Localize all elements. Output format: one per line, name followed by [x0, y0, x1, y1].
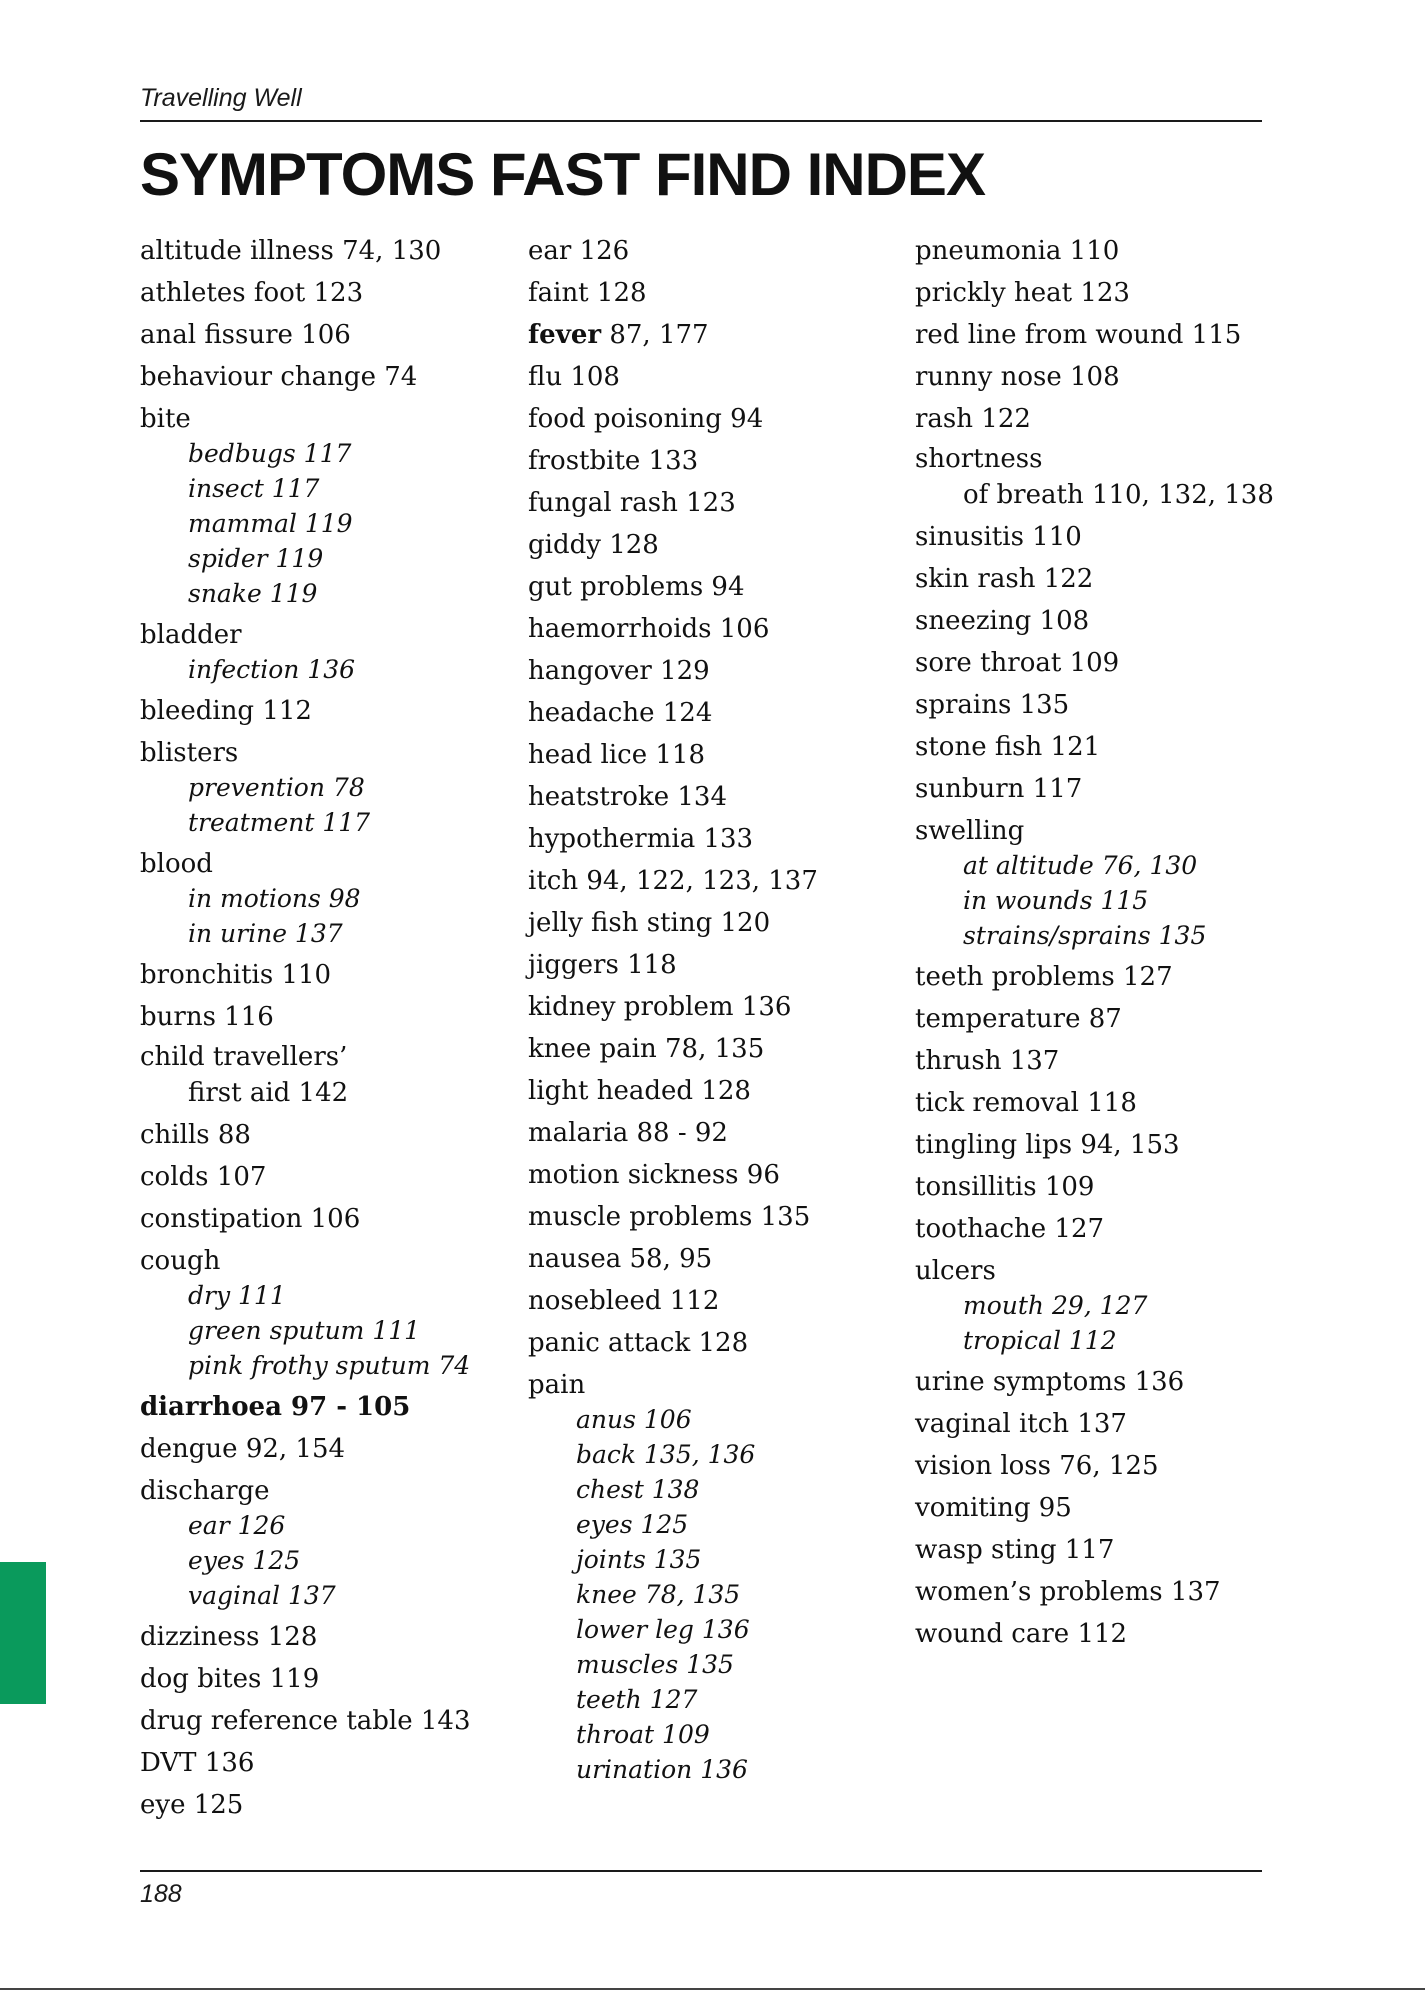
index-entry: ear 126 — [528, 236, 630, 266]
index-entry: thrush 137 — [915, 1046, 1060, 1076]
index-entry: drug reference table 143 — [140, 1706, 471, 1736]
index-entry: discharge — [140, 1476, 270, 1506]
index-subentry: prevention 78 — [188, 773, 365, 802]
index-subentry: in motions 98 — [188, 884, 361, 913]
index-entry: cough — [140, 1246, 221, 1276]
index-subentry: anus 106 — [576, 1405, 692, 1434]
index-entry: diarrhoea 97 - 105 — [140, 1392, 411, 1422]
index-subentry: spider 119 — [188, 544, 324, 573]
index-entry: dizziness 128 — [140, 1622, 318, 1652]
index-entry: stone fish 121 — [915, 732, 1101, 762]
footer-rule — [140, 1870, 1262, 1872]
index-subentry: muscles 135 — [576, 1650, 734, 1679]
index-entry: tick removal 118 — [915, 1088, 1137, 1118]
index-entry: heatstroke 134 — [528, 782, 727, 812]
index-entry: sunburn 117 — [915, 774, 1083, 804]
index-entry: altitude illness 74, 130 — [140, 236, 442, 266]
index-entry: sinusitis 110 — [915, 522, 1082, 552]
index-entry: dengue 92, 154 — [140, 1434, 346, 1464]
page-title: SYMPTOMS FAST FIND INDEX — [140, 141, 985, 208]
index-entry: blood — [140, 849, 213, 879]
index-entry: knee pain 78, 135 — [528, 1034, 765, 1064]
index-entry: jelly fish sting 120 — [528, 908, 771, 938]
header-rule — [140, 120, 1262, 122]
page-bottom-edge — [0, 1988, 1425, 1990]
index-entry: muscle problems 135 — [528, 1202, 811, 1232]
index-column-2 — [528, 230, 818, 1787]
running-head: Travelling Well — [140, 84, 302, 112]
index-subentry: pink frothy sputum 74 — [188, 1351, 471, 1380]
index-subentry: in wounds 115 — [963, 886, 1149, 915]
index-entry: teeth problems 127 — [915, 962, 1173, 992]
index-subentry: tropical 112 — [963, 1326, 1117, 1355]
index-entry: bleeding 112 — [140, 696, 312, 726]
index-entry: anal fissure 106 — [140, 320, 351, 350]
index-entry: hypothermia 133 — [528, 824, 754, 854]
index-entry-continuation: first aid 142 — [188, 1078, 349, 1108]
index-entry: women’s problems 137 — [915, 1577, 1221, 1607]
index-entry: frostbite 133 — [528, 446, 699, 476]
index-entry: fungal rash 123 — [528, 488, 736, 518]
index-entry: bronchitis 110 — [140, 960, 332, 990]
index-entry: gut problems 94 — [528, 572, 745, 602]
index-entry: pneumonia 110 — [915, 236, 1120, 266]
index-entry: panic attack 128 — [528, 1328, 749, 1358]
index-entry: wound care 112 — [915, 1619, 1128, 1649]
index-entry: urine symptoms 136 — [915, 1367, 1185, 1397]
index-term-bold: fever — [528, 320, 602, 350]
index-subentry: eyes 125 — [576, 1510, 689, 1539]
index-entry: red line from wound 115 — [915, 320, 1242, 350]
index-page-refs: 87, 177 — [601, 320, 709, 350]
index-subentry: strains/sprains 135 — [963, 921, 1207, 950]
index-subentry: green sputum 111 — [188, 1316, 421, 1345]
page-number: 188 — [140, 1880, 182, 1908]
index-subentry: vaginal 137 — [188, 1581, 336, 1610]
index-entry: dog bites 119 — [140, 1664, 320, 1694]
index-entry: burns 116 — [140, 1002, 274, 1032]
index-entry: eye 125 — [140, 1790, 244, 1820]
index-entry: itch 94, 122, 123, 137 — [528, 866, 818, 896]
index-subentry: at altitude 76, 130 — [963, 851, 1198, 880]
index-entry: hangover 129 — [528, 656, 710, 686]
index-entry: chills 88 — [140, 1120, 251, 1150]
index-subentry: treatment 117 — [188, 808, 371, 837]
index-entry: bite — [140, 404, 191, 434]
index-entry: toothache 127 — [915, 1214, 1105, 1244]
index-entry: wasp sting 117 — [915, 1535, 1115, 1565]
index-entry-continuation: of breath 110, 132, 138 — [963, 480, 1274, 510]
index-entry: sore throat 109 — [915, 648, 1120, 678]
index-entry: shortness — [915, 444, 1043, 474]
index-entry: faint 128 — [528, 278, 647, 308]
section-tab-marker — [0, 1562, 46, 1704]
index-entry: nausea 58, 95 — [528, 1244, 713, 1274]
index-subentry: chest 138 — [576, 1475, 700, 1504]
index-subentry: snake 119 — [188, 579, 318, 608]
index-entry: ulcers — [915, 1256, 996, 1286]
index-entry: rash 122 — [915, 404, 1031, 434]
index-entry: DVT 136 — [140, 1748, 255, 1778]
index-entry: child travellers’ — [140, 1042, 348, 1072]
index-entry: runny nose 108 — [915, 362, 1120, 392]
index-entry: athletes foot 123 — [140, 278, 364, 308]
index-entry: colds 107 — [140, 1162, 267, 1192]
index-entry: light headed 128 — [528, 1076, 751, 1106]
index-entry: vision loss 76, 125 — [915, 1451, 1159, 1481]
index-entry: food poisoning 94 — [528, 404, 764, 434]
index-entry: pain — [528, 1370, 586, 1400]
index-entry: sprains 135 — [915, 690, 1070, 720]
index-entry: prickly heat 123 — [915, 278, 1130, 308]
index-subentry: eyes 125 — [188, 1546, 301, 1575]
index-subentry: ear 126 — [188, 1511, 286, 1540]
index-entry: motion sickness 96 — [528, 1160, 780, 1190]
index-subentry: back 135, 136 — [576, 1440, 756, 1469]
index-entry — [528, 314, 818, 356]
index-entry: flu 108 — [528, 362, 620, 392]
index-entry: vaginal itch 137 — [915, 1409, 1127, 1439]
index-subentry: knee 78, 135 — [576, 1580, 741, 1609]
index-entry: headache 124 — [528, 698, 713, 728]
index-entry: haemorrhoids 106 — [528, 614, 770, 644]
index-entry: vomiting 95 — [915, 1493, 1072, 1523]
index-column-3 — [915, 230, 1274, 1655]
index-subentry: dry 111 — [188, 1281, 286, 1310]
index-entry: head lice 118 — [528, 740, 706, 770]
index-entry: jiggers 118 — [528, 950, 677, 980]
index-entry: behaviour change 74 — [140, 362, 418, 392]
index-entry: sneezing 108 — [915, 606, 1090, 636]
index-entry: bladder — [140, 620, 242, 650]
index-entry: tingling lips 94, 153 — [915, 1130, 1180, 1160]
index-column-1 — [140, 230, 471, 1826]
index-subentry: throat 109 — [576, 1720, 710, 1749]
index-entry: constipation 106 — [140, 1204, 361, 1234]
index-subentry: teeth 127 — [576, 1685, 698, 1714]
index-subentry: insect 117 — [188, 474, 320, 503]
index-entry: kidney problem 136 — [528, 992, 792, 1022]
index-entry: skin rash 122 — [915, 564, 1094, 594]
index-subentry: urination 136 — [576, 1755, 748, 1784]
index-entry: malaria 88 - 92 — [528, 1118, 728, 1148]
index-subentry: mammal 119 — [188, 509, 353, 538]
index-subentry: in urine 137 — [188, 919, 343, 948]
index-entry: blisters — [140, 738, 239, 768]
index-subentry: lower leg 136 — [576, 1615, 750, 1644]
index-entry: giddy 128 — [528, 530, 659, 560]
index-subentry: bedbugs 117 — [188, 439, 352, 468]
index-subentry: joints 135 — [576, 1545, 702, 1574]
index-entry: temperature 87 — [915, 1004, 1122, 1034]
index-subentry: mouth 29, 127 — [963, 1291, 1148, 1320]
index-entry: swelling — [915, 816, 1025, 846]
index-subentry: infection 136 — [188, 655, 356, 684]
index-entry: tonsillitis 109 — [915, 1172, 1095, 1202]
index-entry: nosebleed 112 — [528, 1286, 720, 1316]
